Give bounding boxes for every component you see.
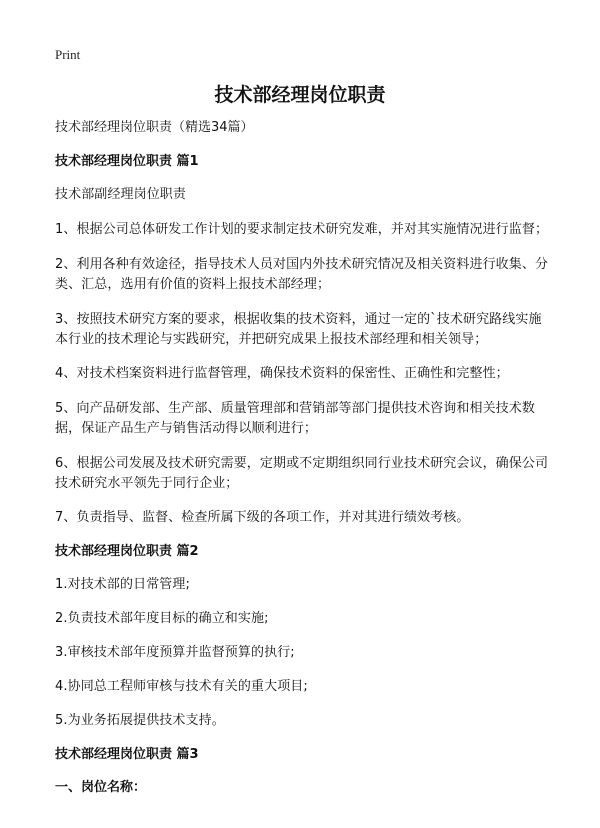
paragraph: 3、按照技术研究方案的要求，根据收集的技术资料，通过一定的`技术研究路线实施本行业的技术理论与实践研究，并把研究成果上报技术部经理和相关领导；	[55, 312, 542, 347]
document-subtitle: 技术部经理岗位职责（精选34篇）	[55, 120, 254, 135]
section-heading-2: 技术部经理岗位职责 篇2	[55, 544, 199, 559]
paragraph: 1、根据公司总体研发工作计划的要求制定技术研究发难，并对其实施情况进行监督；	[55, 222, 549, 237]
paragraph: 5.为业务拓展提供技术支持。	[55, 713, 225, 728]
print-link[interactable]: Print	[55, 47, 81, 62]
paragraph: 5、向产品研发部、生产部、质量管理部和营销部等部门提供技术咨询和相关技术数据，保证产品生产与销售活动得以顺利进行；	[55, 401, 535, 436]
paragraph: 4.协同总工程师审核与技术有关的重大项目;	[55, 679, 308, 694]
job-title-heading: 一、岗位名称：	[55, 780, 147, 795]
page-title: 技术部经理岗位职责	[214, 84, 386, 106]
paragraph: 2.负责技术部年度目标的确立和实施;	[55, 611, 269, 626]
section-heading-1: 技术部经理岗位职责 篇1	[55, 154, 199, 169]
paragraph: 7、负责指导、监督、检查所属下级的各项工作，并对其进行绩效考核。	[55, 510, 470, 525]
paragraph: 技术部副经理岗位职责	[55, 187, 187, 202]
paragraph: 4、对技术档案资料进行监督管理，确保技术资料的保密性、正确性和完整性；	[55, 366, 509, 381]
document-body	[55, 119, 550, 812]
section-heading-3: 技术部经理岗位职责 篇3	[55, 747, 199, 762]
paragraph: 1.对技术部的日常管理;	[55, 577, 190, 592]
paragraph: 3.审核技术部年度预算并监督预算的执行;	[55, 645, 295, 660]
paragraph: 2、利用各种有效途径，指导技术人员对国内外技术研究情况及相关资料进行收集、分类、汇总，选用有价值的资料上报技术部经理；	[55, 257, 549, 292]
paragraph: 6、根据公司发展及技术研究需要，定期或不定期组织同行业技术研究会议，确保公司技术研究水平领先于同行企业；	[55, 456, 549, 491]
